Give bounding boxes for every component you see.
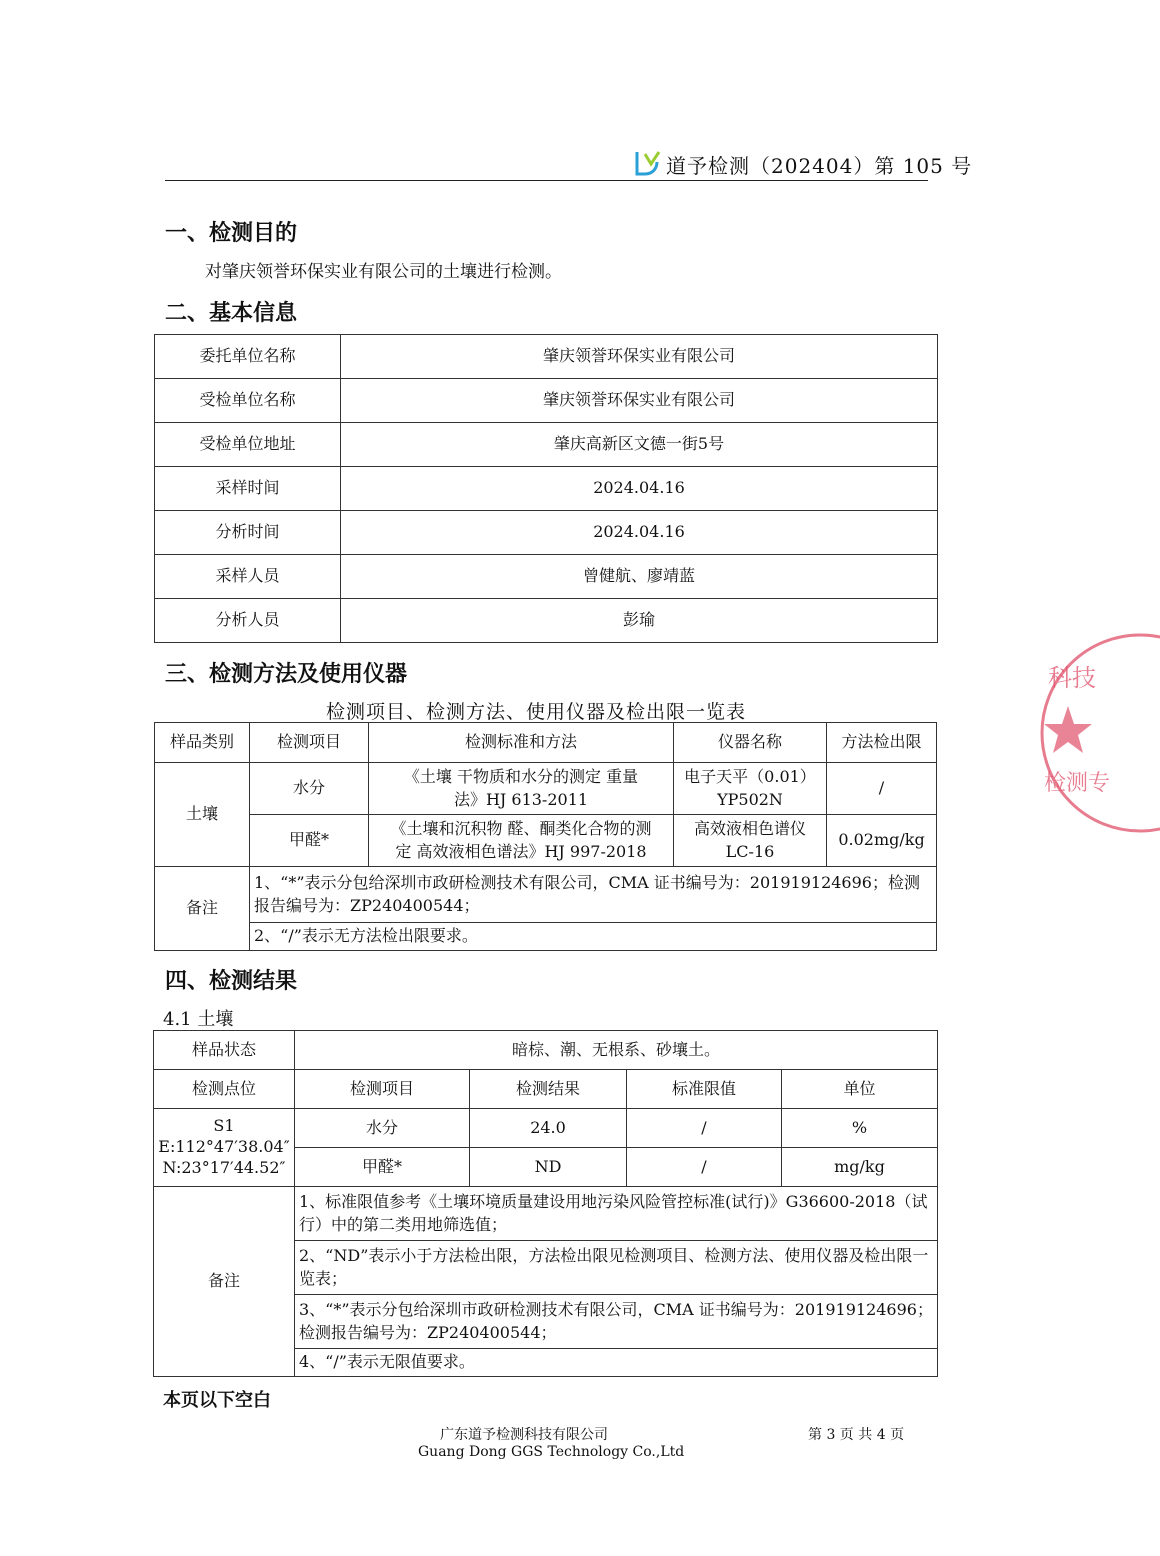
header-cell: 单位 bbox=[782, 1070, 938, 1109]
remark-text: 2、“/”表示无方法检出限要求。 bbox=[250, 923, 937, 951]
result-cell: 24.0 bbox=[470, 1109, 627, 1148]
results-header-row bbox=[154, 1070, 938, 1109]
header-cell: 检测项目 bbox=[250, 723, 369, 763]
methods-table-caption: 检测项目、检测方法、使用仪器及检出限一览表 bbox=[326, 701, 747, 723]
table-row bbox=[155, 763, 937, 815]
category-cell: 土壤 bbox=[155, 763, 250, 867]
remark-label: 备注 bbox=[155, 867, 250, 951]
header-cell: 标准限值 bbox=[627, 1070, 782, 1109]
limit-cell: / bbox=[827, 763, 937, 815]
info-label: 采样时间 bbox=[155, 467, 341, 511]
item-cell: 甲醛* bbox=[250, 815, 369, 867]
method-cell bbox=[369, 763, 674, 815]
section-4-title: 四、检测结果 bbox=[165, 969, 298, 994]
instrument-line: 电子天平（0.01） bbox=[684, 767, 816, 787]
method-line: 定 高效液相色谱法》HJ 997-2018 bbox=[395, 841, 647, 861]
section-2-title: 二、基本信息 bbox=[165, 301, 298, 326]
remark-text: 1、“*”表示分包给深圳市政研检测技术有限公司，CMA 证书编号为：201919124696；检测报告编号为：ZP240400544； bbox=[250, 867, 937, 923]
seal-stamp-icon bbox=[1040, 628, 1160, 838]
dy-logo-icon bbox=[633, 148, 663, 178]
site-latitude: N:23°17′44.52″ bbox=[162, 1157, 286, 1177]
header-cell: 方法检出限 bbox=[827, 723, 937, 763]
limit-cell: / bbox=[627, 1148, 782, 1187]
svg-text:检测专: 检测专 bbox=[1044, 771, 1111, 796]
instrument-cell bbox=[674, 763, 827, 815]
info-value: 肇庆领誉环保实业有限公司 bbox=[341, 335, 938, 379]
unit-cell: mg/kg bbox=[782, 1148, 938, 1187]
header-cell: 检测结果 bbox=[470, 1070, 627, 1109]
state-row bbox=[154, 1031, 938, 1070]
info-row bbox=[155, 467, 938, 511]
purpose-text: 对肇庆领誉环保实业有限公司的土壤进行检测。 bbox=[205, 262, 562, 282]
info-value: 2024.04.16 bbox=[341, 511, 938, 555]
unit-cell: % bbox=[782, 1109, 938, 1148]
state-value: 暗棕、潮、无根系、砂壤土。 bbox=[295, 1031, 938, 1070]
instrument-cell bbox=[674, 815, 827, 867]
subsection-title: 4.1 土壤 bbox=[163, 1009, 234, 1030]
remark-text: 1、标准限值参考《土壤环境质量建设用地污染风险管控标准(试行)》G36600-2018（试行）中的第二类用地筛选值； bbox=[295, 1187, 938, 1241]
methods-table bbox=[154, 722, 937, 951]
header-cell: 仪器名称 bbox=[674, 723, 827, 763]
info-label: 受检单位名称 bbox=[155, 379, 341, 423]
section-3-title: 三、检测方法及使用仪器 bbox=[165, 662, 408, 687]
info-row bbox=[155, 511, 938, 555]
section-1-title: 一、检测目的 bbox=[165, 221, 298, 246]
info-value: 彭瑜 bbox=[341, 599, 938, 643]
info-label: 分析人员 bbox=[155, 599, 341, 643]
info-row bbox=[155, 555, 938, 599]
info-row bbox=[155, 379, 938, 423]
result-cell: ND bbox=[470, 1148, 627, 1187]
remark-text: 2、“ND”表示小于方法检出限，方法检出限见检测项目、检测方法、使用仪器及检出限一览表； bbox=[295, 1241, 938, 1295]
header-cell: 检测点位 bbox=[154, 1070, 295, 1109]
item-cell: 水分 bbox=[295, 1109, 470, 1148]
results-table bbox=[153, 1030, 938, 1377]
basic-info-table bbox=[154, 334, 938, 643]
remark-text: 3、“*”表示分包给深圳市政研检测技术有限公司，CMA 证书编号为：201919124696；检测报告编号为：ZP240400544； bbox=[295, 1295, 938, 1349]
blank-page-note: 本页以下空白 bbox=[163, 1390, 271, 1411]
site-longitude: E:112°47′38.04″ bbox=[158, 1137, 290, 1157]
page-number: 第 3 页 共 4 页 bbox=[808, 1427, 905, 1443]
instrument-line: LC-16 bbox=[725, 841, 775, 861]
instrument-line: YP502N bbox=[717, 789, 783, 809]
method-line: 法》HJ 613-2011 bbox=[453, 789, 589, 809]
limit-cell: / bbox=[627, 1109, 782, 1148]
instrument-line: 高效液相色谱仪 bbox=[693, 819, 806, 839]
remark-text: 4、“/”表示无限值要求。 bbox=[295, 1349, 938, 1377]
site-cell bbox=[154, 1109, 295, 1187]
state-label: 样品状态 bbox=[154, 1031, 295, 1070]
remark-row bbox=[155, 867, 937, 923]
info-row bbox=[155, 335, 938, 379]
remark-label: 备注 bbox=[154, 1187, 295, 1377]
table-row bbox=[155, 815, 937, 867]
svg-text:科技: 科技 bbox=[1048, 664, 1096, 692]
table-row bbox=[154, 1109, 938, 1148]
info-value: 肇庆领誉环保实业有限公司 bbox=[341, 379, 938, 423]
method-line: 《土壤 干物质和水分的测定 重量 bbox=[403, 767, 639, 787]
header-cell: 检测标准和方法 bbox=[369, 723, 674, 763]
header-divider bbox=[165, 180, 928, 181]
info-value: 肇庆高新区文德一街5号 bbox=[341, 423, 938, 467]
methods-header-row bbox=[155, 723, 937, 763]
limit-cell: 0.02mg/kg bbox=[827, 815, 937, 867]
info-value: 2024.04.16 bbox=[341, 467, 938, 511]
header-cell: 检测项目 bbox=[295, 1070, 470, 1109]
remark-row bbox=[154, 1187, 938, 1241]
info-row bbox=[155, 599, 938, 643]
footer-company-cn: 广东道予检测科技有限公司 bbox=[440, 1427, 608, 1443]
info-label: 采样人员 bbox=[155, 555, 341, 599]
item-cell: 水分 bbox=[250, 763, 369, 815]
info-value: 曾健航、廖靖蓝 bbox=[341, 555, 938, 599]
info-row bbox=[155, 423, 938, 467]
info-label: 委托单位名称 bbox=[155, 335, 341, 379]
remark-row bbox=[155, 923, 937, 951]
footer-company-en: Guang Dong GGS Technology Co.,Ltd bbox=[418, 1444, 685, 1460]
method-cell bbox=[369, 815, 674, 867]
site-id: S1 bbox=[213, 1116, 235, 1136]
info-label: 受检单位地址 bbox=[155, 423, 341, 467]
header-cell: 样品类别 bbox=[155, 723, 250, 763]
method-line: 《土壤和沉积物 醛、酮类化合物的测 bbox=[390, 819, 652, 839]
report-number: 道予检测（202404）第 105 号 bbox=[666, 154, 973, 178]
item-cell: 甲醛* bbox=[295, 1148, 470, 1187]
info-label: 分析时间 bbox=[155, 511, 341, 555]
